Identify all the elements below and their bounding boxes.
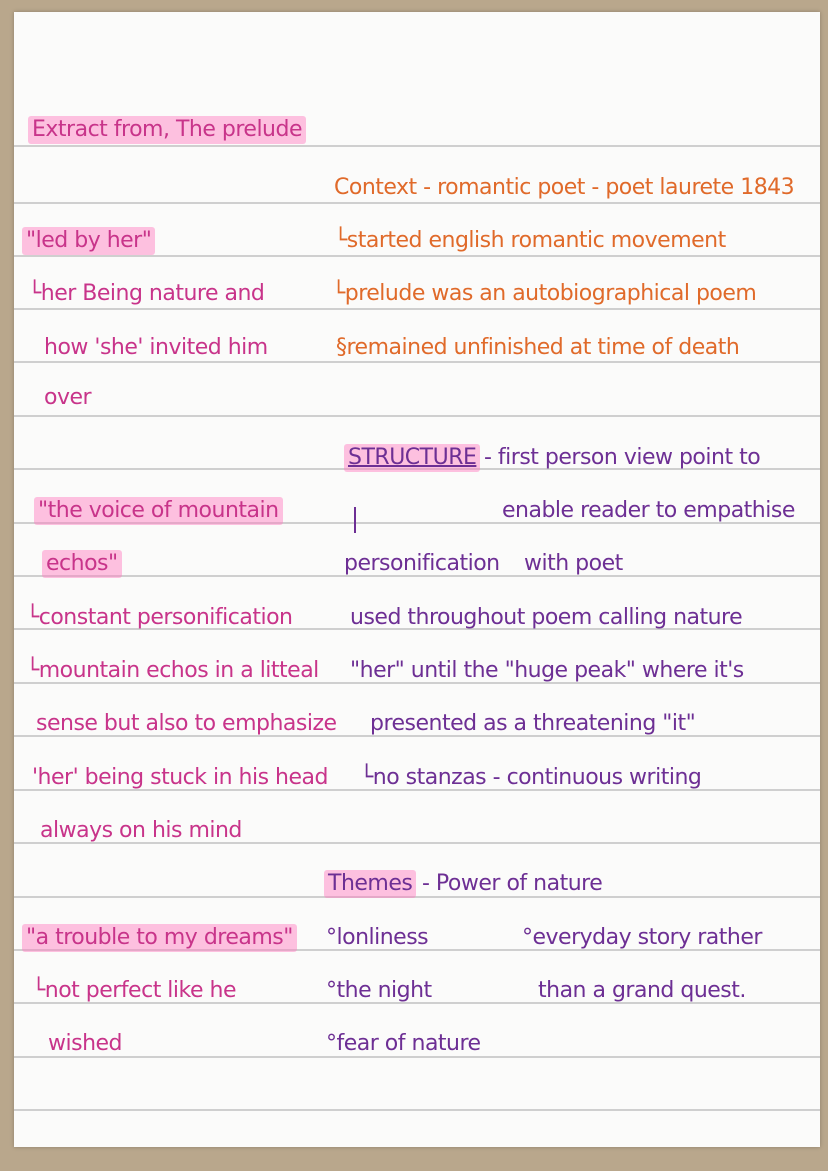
structure-line-1: - first person view point to	[484, 445, 761, 470]
rule-line	[14, 308, 820, 310]
rule-line	[14, 896, 820, 898]
structure-line-4: used throughout poem calling nature	[350, 605, 743, 630]
rule-line	[14, 415, 820, 417]
rule-line	[14, 202, 820, 204]
quote2-note-5: always on his mind	[40, 818, 242, 843]
themes-item-everyday: °everyday story rather	[522, 925, 762, 950]
quote2-note-2: └mountain echos in a litteal	[26, 658, 319, 683]
rule-line	[14, 145, 820, 147]
structure-line-2: enable reader to empathise	[502, 498, 795, 523]
structure-bracket-line	[354, 507, 356, 533]
structure-line-5: "her" until the "huge peak" where it's	[350, 658, 744, 683]
context-line-4: §remained unfinished at time of death	[336, 335, 740, 360]
rule-line	[14, 1109, 820, 1111]
quote2-note-1: └constant personification	[26, 605, 293, 630]
themes-heading: Themes	[324, 870, 416, 898]
context-line-1: Context - romantic poet - poet laurete 1843	[334, 175, 795, 200]
structure-line-3a: personification	[344, 551, 500, 576]
structure-line-6: presented as a threatening "it"	[370, 711, 696, 736]
quote-voice-of-mountain: "the voice of mountain	[34, 497, 283, 525]
themes-item-lonliness: °lonliness	[326, 925, 429, 950]
themes-item-fear: °fear of nature	[326, 1031, 481, 1056]
context-line-2: └started english romantic movement	[334, 228, 726, 253]
themes-subheading: - Power of nature	[422, 871, 603, 896]
quote-trouble-to-my-dreams: "a trouble to my dreams"	[22, 924, 297, 952]
themes-item-everyday-cont: than a grand quest.	[538, 978, 746, 1003]
structure-heading: STRUCTURE	[344, 444, 480, 472]
quote1-note-2: how 'she' invited him	[44, 335, 268, 360]
page-title: Extract from, The prelude	[28, 116, 306, 144]
context-line-3: └prelude was an autobiographical poem	[332, 281, 757, 306]
quote3-note-1: └not perfect like he	[32, 978, 236, 1003]
structure-line-3b: with poet	[524, 551, 623, 576]
quote1-note-1: └her Being nature and	[28, 281, 265, 306]
notebook-page	[14, 12, 820, 1147]
rule-line	[14, 255, 820, 257]
themes-item-night: °the night	[326, 978, 432, 1003]
quote2-note-3: sense but also to emphasize	[36, 711, 337, 736]
quote3-note-2: wished	[48, 1031, 123, 1056]
structure-line-7: └no stanzas - continuous writing	[360, 765, 702, 790]
quote-led-by-her: "led by her"	[22, 227, 155, 255]
quote-voice-of-mountain-cont: echos"	[42, 550, 122, 578]
quote1-note-3: over	[44, 385, 92, 410]
quote2-note-4: 'her' being stuck in his head	[32, 765, 328, 790]
